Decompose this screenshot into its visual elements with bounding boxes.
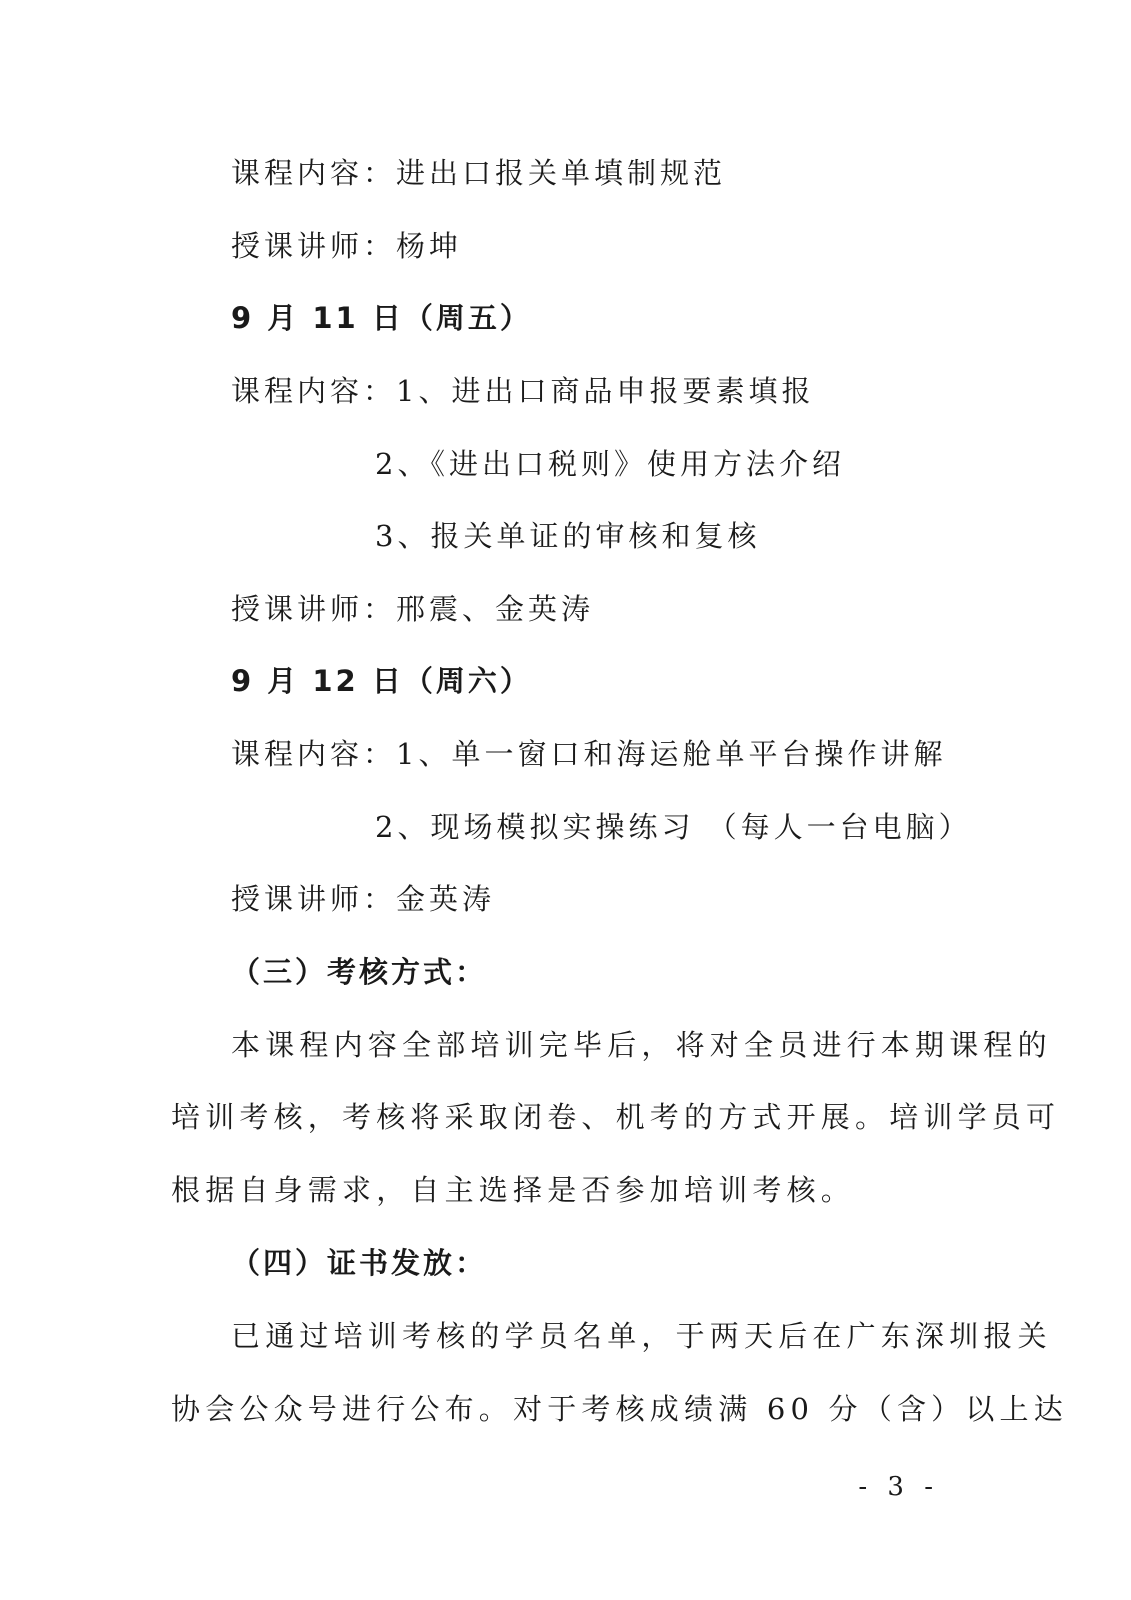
paragraph-line: 根据自身需求，自主选择是否参加培训考核。 — [171, 1173, 856, 1207]
page-number: - 3 - — [858, 1472, 939, 1502]
paragraph-line: 本课程内容全部培训完毕后，将对全员进行本期课程的 — [231, 1028, 1052, 1062]
lecturer-line: 授课讲师：邢震、金英涛 — [231, 592, 595, 626]
course-content-line: 课程内容：1、进出口商品申报要素填报 — [231, 374, 815, 408]
course-content-line: 课程内容：1、单一窗口和海运舱单平台操作讲解 — [231, 737, 947, 771]
course-content-line: 课程内容：进出口报关单填制规范 — [231, 156, 727, 190]
paragraph-line: 培训考核，考核将采取闭卷、机考的方式开展。培训学员可 — [171, 1100, 1061, 1134]
paragraph-line: 已通过培训考核的学员名单，于两天后在广东深圳报关 — [231, 1319, 1052, 1353]
section-heading-assessment: （三）考核方式： — [231, 955, 488, 989]
lecturer-line: 授课讲师：杨坤 — [231, 229, 463, 263]
course-item-line: 2、现场模拟实操练习 （每人一台电脑） — [375, 810, 972, 844]
date-heading-sep-11: 9 月 11 日（周五） — [231, 301, 532, 335]
paragraph-line: 协会公众号进行公布。对于考核成绩满 60 分（含）以上达 — [171, 1392, 1068, 1426]
section-heading-certificate: （四）证书发放： — [231, 1246, 488, 1280]
course-item-line: 3、报关单证的审核和复核 — [375, 519, 761, 553]
lecturer-line: 授课讲师：金英涛 — [231, 882, 496, 916]
course-item-line: 2、《进出口税则》使用方法介绍 — [375, 447, 845, 481]
date-heading-sep-12: 9 月 12 日（周六） — [231, 664, 532, 698]
